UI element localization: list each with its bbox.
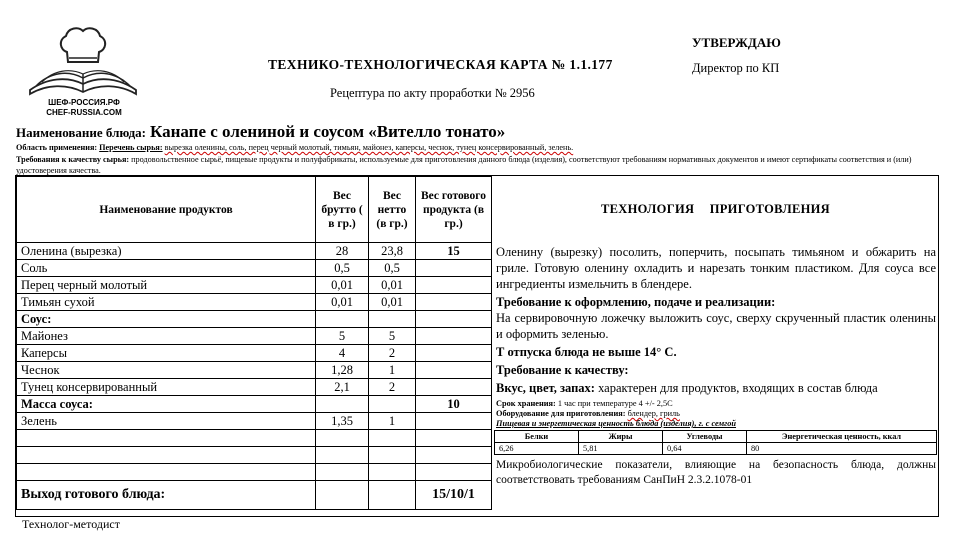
dish-name-line [16, 122, 505, 142]
raw-requirements [16, 154, 936, 176]
ingredient-gross: 2,1 [316, 379, 369, 396]
ingredient-gross [316, 430, 369, 447]
nutrition-header-carbs: Углеводы [663, 431, 747, 443]
process-text: Оленину (вырезку) посолить, поперчить, посыпать тимьяном и обжарить на гриле. Готовую оленину охладить и нарезать тонким пластиком. Для соуса все ингредиенты измельчить в блендере. [496, 245, 936, 291]
ingredient-name: Соль [17, 260, 316, 277]
ingredient-gross [316, 464, 369, 481]
logo-text-en: CHEF-RUSSIA.COM [46, 108, 122, 117]
equipment-label: Оборудование для приготовления: [496, 409, 626, 418]
ingredient-ready [416, 379, 492, 396]
ingredient-net [369, 311, 416, 328]
table-row [17, 243, 492, 260]
ingredient-ready [416, 362, 492, 379]
total-gross-cell [316, 481, 369, 510]
ingredient-net: 0,01 [369, 294, 416, 311]
microbiology-text: Микробиологические показатели, влияющие на безопасность блюда, должны соответствовать требованиям СанПиН 2.3.2.1078-01 [496, 459, 936, 486]
ingredient-ready [416, 328, 492, 345]
technology-section [496, 244, 936, 488]
ingredient-gross [316, 447, 369, 464]
ingredient-ready [416, 311, 492, 328]
ingredient-net [369, 464, 416, 481]
logo-text-ru: ШЕФ-РОССИЯ.РФ [48, 98, 120, 107]
ingredient-name [17, 464, 316, 481]
table-header-row [17, 177, 492, 243]
table-row [17, 379, 492, 396]
nutrition-title: Пищевая и энергетическая ценность блюда (изделия), г. с семгой [496, 419, 737, 428]
quality-text: характерен для продуктов, входящих в состав блюда [598, 381, 878, 395]
nutrition-table [494, 430, 937, 455]
total-net-cell [369, 481, 416, 510]
equipment-line [496, 409, 936, 419]
col-header-net: Вес нетто (в гр.) [369, 177, 416, 243]
ingredient-net: 2 [369, 345, 416, 362]
ingredient-gross: 0,01 [316, 277, 369, 294]
ingredient-name [17, 430, 316, 447]
ingredient-name: Зелень [17, 413, 316, 430]
nutrition-protein: 6,26 [495, 443, 579, 455]
technologist-signature: Технолог-методист [22, 517, 120, 531]
quality-label: Вкус, цвет, запах: [496, 381, 595, 395]
equipment-text: блендер, гриль [627, 409, 680, 418]
raw-requirements-text: продовольственное сырьё, пищевые продукты и полуфабрикаты, используемые для приготовления данного блюда (изделия), соответствуют требованиям нормативных документов и имеют сертификаты соответствия и (или) удостоверения качества. [16, 155, 912, 175]
table-row [17, 328, 492, 345]
ingredient-net [369, 396, 416, 413]
table-row [17, 413, 492, 430]
nutrition-value-row [495, 443, 937, 455]
raw-list-text: вырезка оленины, соль, перец черный молотый, тимьян, майонез, каперсы, чеснок, тунец консервированный, зелень. [164, 143, 574, 152]
ingredient-name [17, 447, 316, 464]
ingredient-net: 0,5 [369, 260, 416, 277]
ingredient-name: Перец черный молотый [17, 277, 316, 294]
total-row [17, 481, 492, 510]
table-row [17, 362, 492, 379]
total-value: 15/10/1 [416, 481, 492, 510]
ingredient-name: Соус: [17, 311, 316, 328]
table-row [17, 345, 492, 362]
technology-heading: ТЕХНОЛОГИЯ ПРИГОТОВЛЕНИЯ [601, 201, 830, 216]
ingredient-net: 23,8 [369, 243, 416, 260]
table-row [17, 260, 492, 277]
nutrition-energy: 80 [747, 443, 937, 455]
ingredient-name: Майонез [17, 328, 316, 345]
ingredient-gross: 1,28 [316, 362, 369, 379]
quality-title: Требование к качеству: [496, 363, 629, 377]
table-row [17, 447, 492, 464]
ingredient-name: Тунец консервированный [17, 379, 316, 396]
table-row [17, 430, 492, 447]
approval-role: Директор по КП [692, 61, 780, 75]
nutrition-header-protein: Белки [495, 431, 579, 443]
ingredient-ready [416, 464, 492, 481]
book-chef-hat-icon [22, 20, 144, 100]
ingredient-net: 5 [369, 328, 416, 345]
raw-requirements-label: Требования к качеству сырья: [16, 155, 130, 164]
ingredient-gross: 4 [316, 345, 369, 362]
table-row [17, 396, 492, 413]
scope-label: Область применения: [16, 143, 98, 152]
ingredient-net [369, 430, 416, 447]
document-title: ТЕХНИКО-ТЕХНОЛОГИЧЕСКАЯ КАРТА № 1.1.177 [268, 57, 613, 72]
raw-list-label: Перечень сырья: [99, 143, 163, 152]
ingredient-ready [416, 277, 492, 294]
ingredient-gross: 1,35 [316, 413, 369, 430]
serving-title: Требование к оформлению, подаче и реализации: [496, 295, 776, 309]
approval-heading: УТВЕРЖДАЮ [692, 35, 781, 50]
ingredient-ready: 15 [416, 243, 492, 260]
ingredient-gross: 28 [316, 243, 369, 260]
ingredient-gross: 0,5 [316, 260, 369, 277]
col-header-ready: Вес готового продукта (в гр.) [416, 177, 492, 243]
temperature-text: Т отпуска блюда не выше 14° С. [496, 345, 677, 359]
nutrition-header-energy: Энергетическая ценность, ккал [747, 431, 937, 443]
ingredient-ready [416, 294, 492, 311]
ingredient-net: 2 [369, 379, 416, 396]
ingredient-ready [416, 430, 492, 447]
ingredient-name: Масса соуса: [17, 396, 316, 413]
total-label: Выход готового блюда: [17, 481, 316, 510]
ingredient-ready [416, 413, 492, 430]
scope-line [16, 143, 573, 152]
ingredient-net: 0,01 [369, 277, 416, 294]
ingredient-net [369, 447, 416, 464]
ingredient-net: 1 [369, 362, 416, 379]
ingredient-net: 1 [369, 413, 416, 430]
quality-line [496, 380, 936, 396]
storage-text: 1 час при температуре 4 +/- 2,5С [557, 399, 673, 408]
ingredient-name: Оленина (вырезка) [17, 243, 316, 260]
table-row [17, 464, 492, 481]
ingredient-ready [416, 447, 492, 464]
ingredient-ready [416, 260, 492, 277]
col-header-name: Наименование продуктов [17, 177, 316, 243]
ingredient-gross: 0,01 [316, 294, 369, 311]
dish-name: Канапе с олениной и соусом «Вителло тонато» [149, 122, 506, 141]
ingredient-ready [416, 345, 492, 362]
dish-label: Наименование блюда: [16, 125, 146, 140]
ingredients-table [16, 176, 492, 510]
nutrition-fat: 5,81 [579, 443, 663, 455]
storage-label: Срок хранения: [496, 399, 556, 408]
ingredient-gross [316, 311, 369, 328]
serving-text: На сервировочную ложечку выложить соус, сверху скрученный пластик оленины и оформить зеленью. [496, 311, 936, 341]
ingredient-gross [316, 396, 369, 413]
table-row [17, 277, 492, 294]
ingredient-ready: 10 [416, 396, 492, 413]
ingredient-name: Тимьян сухой [17, 294, 316, 311]
ingredient-gross: 5 [316, 328, 369, 345]
nutrition-header-row [495, 431, 937, 443]
ingredient-name: Чеснок [17, 362, 316, 379]
storage-line [496, 399, 936, 409]
ingredients-body [17, 243, 492, 481]
nutrition-header-fat: Жиры [579, 431, 663, 443]
document-subtitle: Рецептура по акту проработки № 2956 [330, 86, 535, 100]
table-row [17, 311, 492, 328]
ingredient-name: Каперсы [17, 345, 316, 362]
nutrition-carbs: 0,64 [663, 443, 747, 455]
col-header-gross: Вес брутто ( в гр.) [316, 177, 369, 243]
table-row [17, 294, 492, 311]
chef-logo [22, 20, 144, 124]
